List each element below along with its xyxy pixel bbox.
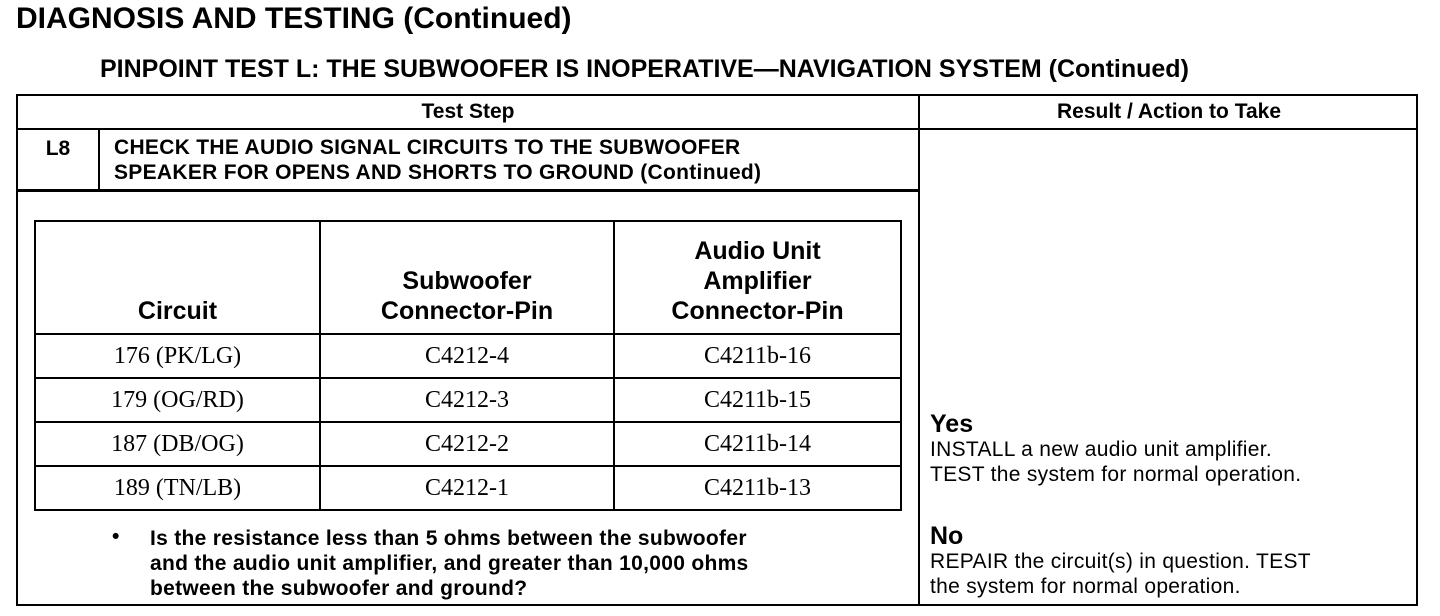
header-line: Subwoofer xyxy=(402,267,532,295)
table-row xyxy=(35,422,901,466)
table-cell: 179 (OG/RD) xyxy=(35,378,320,422)
column-divider xyxy=(918,96,920,604)
result-yes-line: INSTALL a new audio unit amplifier. xyxy=(930,438,1273,461)
step-description-line: SPEAKER FOR OPENS AND SHORTS TO GROUND (Continued) xyxy=(114,161,762,184)
table-row xyxy=(35,378,901,422)
table-cell: C4212-4 xyxy=(320,334,614,378)
table-cell: 189 (TN/LB) xyxy=(35,466,320,510)
header-line: Amplifier xyxy=(703,267,812,295)
table-cell: 176 (PK/LG) xyxy=(35,334,320,378)
step-id: L8 xyxy=(18,130,100,189)
question-line: Is the resistance less than 5 ohms between the subwoofer xyxy=(150,527,747,550)
column-header-circuit xyxy=(35,221,320,334)
table-header-row xyxy=(35,221,901,334)
result-no xyxy=(930,524,1410,599)
table-cell: C4212-1 xyxy=(320,466,614,510)
table-cell: C4211b-13 xyxy=(614,466,901,510)
table-row xyxy=(35,466,901,510)
header-line: Connector-Pin xyxy=(671,297,844,325)
step-description xyxy=(114,135,914,185)
table-cell: C4211b-14 xyxy=(614,422,901,466)
table-cell: 187 (DB/OG) xyxy=(35,422,320,466)
step-heading xyxy=(18,130,918,192)
table-cell: C4211b-16 xyxy=(614,334,901,378)
header-line: Audio Unit xyxy=(694,237,821,265)
column-header-amplifier-pin xyxy=(614,221,901,334)
table-cell: C4211b-15 xyxy=(614,378,901,422)
result-yes-line: TEST the system for normal operation. xyxy=(930,463,1302,486)
table-cell: C4212-3 xyxy=(320,378,614,422)
result-header: Result / Action to Take xyxy=(920,96,1418,130)
result-yes-label: Yes xyxy=(930,410,974,438)
test-step-header: Test Step xyxy=(18,96,918,130)
pinpoint-test-title: PINPOINT TEST L: THE SUBWOOFER IS INOPERATIVE—NAVIGATION SYSTEM (Continued) xyxy=(100,55,1189,83)
header-line: Circuit xyxy=(137,297,218,325)
result-yes xyxy=(930,412,1410,487)
question-line: between the subwoofer and ground? xyxy=(150,577,528,600)
table-row xyxy=(35,334,901,378)
result-no-line: REPAIR the circuit(s) in question. TEST xyxy=(930,550,1311,573)
question-line: and the audio unit amplifier, and greater than 10,000 ohms xyxy=(150,552,749,575)
bullet-icon: • xyxy=(112,525,120,548)
table-cell: C4212-2 xyxy=(320,422,614,466)
test-table-frame xyxy=(16,94,1418,606)
test-question xyxy=(112,526,902,601)
circuit-pin-table xyxy=(34,220,902,511)
result-no-line: the system for normal operation. xyxy=(930,575,1241,598)
page-title: DIAGNOSIS AND TESTING (Continued) xyxy=(16,2,572,35)
header-line: Connector-Pin xyxy=(380,297,554,325)
result-no-label: No xyxy=(930,522,964,550)
column-header-subwoofer-pin xyxy=(320,221,614,334)
step-description-line: CHECK THE AUDIO SIGNAL CIRCUITS TO THE SUBWOOFER xyxy=(114,136,741,159)
